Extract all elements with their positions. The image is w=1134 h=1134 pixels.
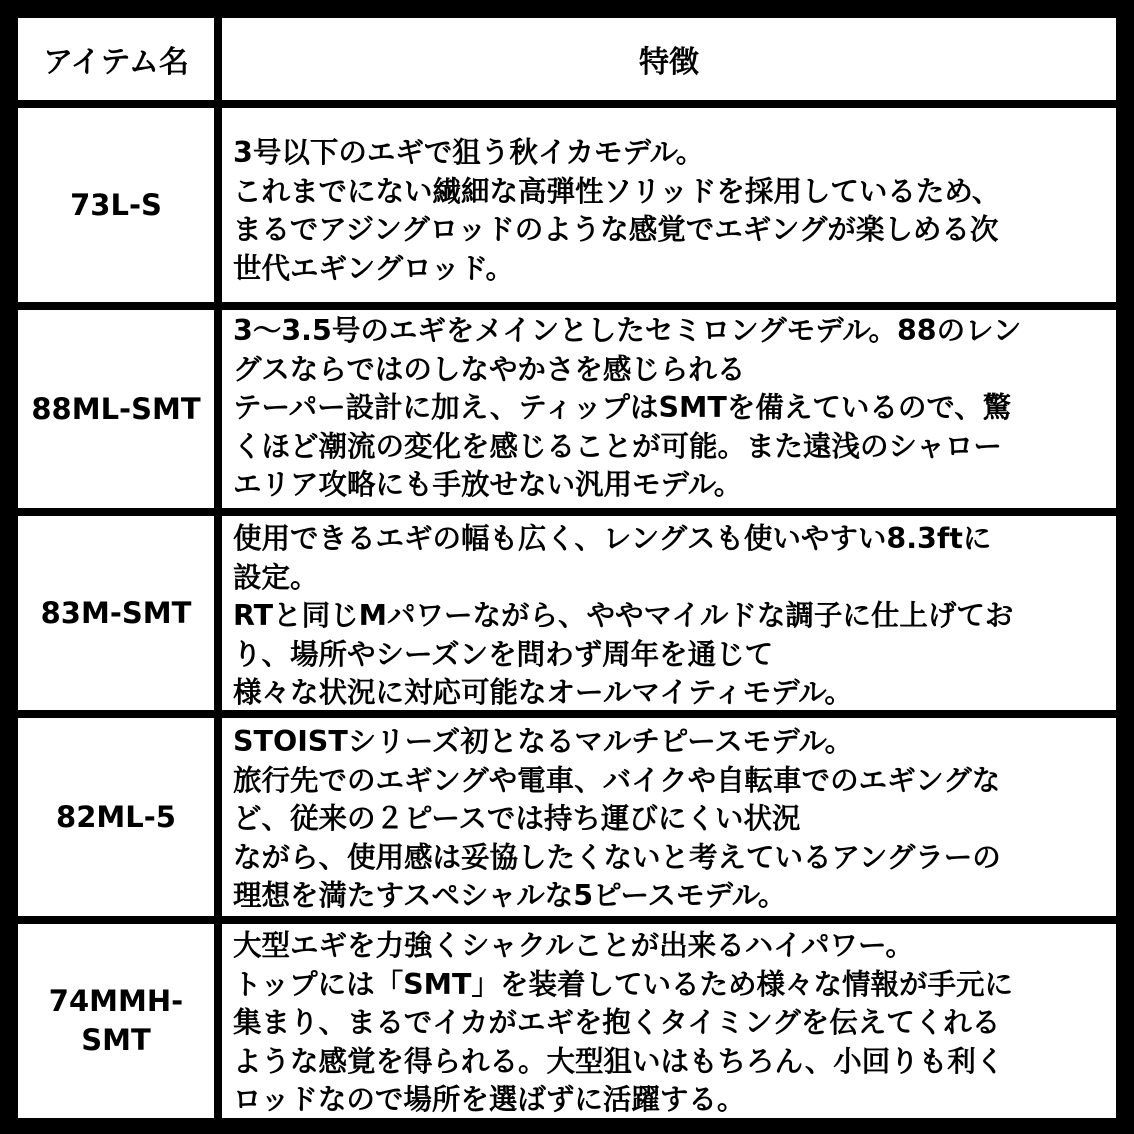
table-row-2-name-cell [18, 310, 214, 508]
feature-line: 3号以下のエギで狙う秋イカモデル。 [233, 136, 705, 169]
feature-line: ど、従来の２ピースでは持ち運びにくい状況 [233, 802, 801, 835]
table-row-1-feature-cell [222, 108, 1116, 302]
feature-line: まるでアジングロッドのような感覚でエギングが楽しめる次 [233, 213, 999, 246]
table-row-5-feature-cell [222, 924, 1116, 1118]
feature-line: 理想を満たすスペシャルな5ピースモデル。 [233, 879, 787, 912]
feature-line: 世代エギングロッド。 [233, 251, 515, 285]
table-row-3-name-cell [18, 516, 214, 710]
feature-line: 使用できるエギの幅も広く、レングスも使いやすい8.3ftに [233, 522, 992, 555]
feature-line: ような感覚を得られる。大型狙いはもちろん、小回りも利く [233, 1044, 1005, 1078]
feature-line: 設定。 [233, 560, 319, 594]
feature-line: ロッドなので場所を選ばずに活躍する。 [233, 1083, 746, 1116]
item-name: 82ML-5 [56, 799, 176, 834]
feature-line: 様々な状況に対応可能なオールマイティモデル。 [233, 676, 853, 709]
header-item-name-label: アイテム名 [43, 45, 189, 80]
feature-line: これまでにない繊細な高弾性ソリッドを採用しているため、 [233, 174, 1001, 208]
item-name: 88ML-SMT [31, 391, 201, 426]
item-name: 74MMH- SMT [48, 984, 184, 1057]
table-row-3-feature-cell [222, 516, 1116, 710]
feature-line: 旅行先でのエギングや電車、バイクや自転車でのエギングな [233, 763, 1001, 797]
feature-line: RTと同じMパワーながら、ややマイルドな調子に仕上げてお [233, 599, 1014, 632]
header-item-name [18, 18, 214, 100]
feature-line: 大型エギを力強くシャクルことが出来るハイパワー。 [233, 929, 914, 962]
feature-line: くほど潮流の変化を感じることが可能。また遠浅のシャロー [233, 429, 1002, 463]
feature-line: STOISTシリーズ初となるマルチピースモデル。 [233, 725, 854, 758]
feature-line: 3〜3.5号のエギをメインとしたセミロングモデル。88のレン [233, 314, 1022, 347]
header-feature [222, 18, 1116, 100]
table-row-5-name-cell [18, 924, 214, 1118]
feature-line: ながら、使用感は妥協したくないと考えているアングラーの [233, 840, 1001, 874]
feature-line: エリア攻略にも手放せない汎用モデル。 [233, 468, 743, 501]
table-row-2-feature-cell [222, 310, 1116, 508]
table-row-1-name-cell [18, 108, 214, 302]
table-row-4-name-cell [18, 718, 214, 916]
feature-line: り、場所やシーズンを問わず周年を通じて [233, 637, 774, 671]
feature-line: 集まり、まるでイカがエギを抱くタイミングを伝えてくれる [233, 1006, 1001, 1039]
item-name: 83M-SMT [40, 595, 192, 630]
header-feature-label: 特徴 [639, 45, 699, 80]
feature-line: テーパー設計に加え、ティップはSMTを備えているので、驚 [233, 391, 1012, 424]
feature-line: グスならではのしなやかさを感じられる [233, 352, 746, 386]
table-row-4-feature-cell [222, 718, 1116, 916]
item-name: 73L-S [70, 187, 162, 222]
feature-line: トップには「SMT」を装着しているため様々な情報が手元に [233, 967, 1013, 1001]
